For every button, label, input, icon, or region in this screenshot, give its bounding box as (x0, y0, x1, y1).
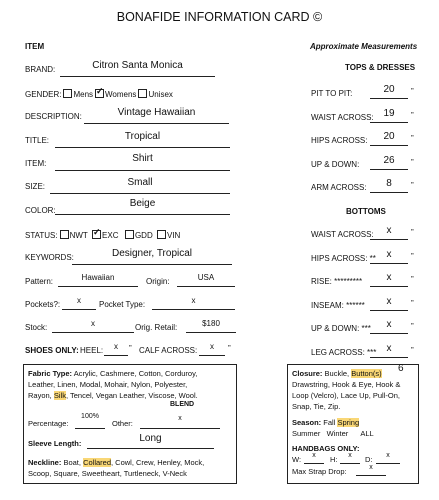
heel-value[interactable]: x (114, 342, 118, 351)
status-gdd-checkbox[interactable] (125, 230, 134, 239)
bottoms-measurement-inch-mark: ” (411, 298, 414, 308)
other-line (140, 428, 220, 429)
percentage-line (75, 428, 105, 429)
gender-womens-checkbox[interactable] (95, 89, 104, 98)
bottoms-measurement-line (370, 333, 408, 334)
bottoms-measurement-value[interactable]: x (386, 319, 392, 330)
tops-measurement-inch-mark: ” (411, 134, 414, 143)
tops-measurement-inch-mark: ” (411, 110, 414, 120)
fabric-line-1-text: Acrylic, Cashmere, Cotton, Corduroy, (73, 369, 198, 378)
w-line (304, 463, 324, 464)
season-line-1 (292, 418, 359, 428)
sleeve-line (87, 448, 214, 449)
bottoms-measurement-value[interactable]: x (386, 295, 392, 307)
status-row (25, 230, 180, 240)
neckline-line-2: Scoop, Square, Sweetheart, Turtleneck, V-Neck (28, 469, 187, 478)
shoes-only-label: SHOES ONLY: (25, 346, 79, 355)
item-value[interactable]: Shirt (132, 153, 153, 164)
title-value[interactable]: Tropical (124, 131, 161, 142)
brand-value[interactable]: Citron Santa Monica (92, 60, 183, 71)
bottoms-heading: BOTTOMS (346, 207, 386, 216)
closure-label: Closure: (292, 369, 323, 378)
bottoms-measurement-line (370, 286, 408, 287)
size-line (50, 193, 230, 194)
bottoms-measurement-inch-mark: ” (411, 228, 414, 237)
d-value[interactable]: x (386, 452, 390, 459)
fabric-line-3a: Rayon, (28, 391, 52, 400)
gender-unisex-checkbox[interactable] (138, 89, 147, 98)
bottoms-measurement-label: INSEAM: ****** (311, 300, 365, 310)
neckline-label: Neckline: (28, 458, 62, 467)
orig-retail-line (186, 332, 236, 333)
tops-measurement-inch-mark: ” (411, 157, 414, 167)
card-title: BONAFIDE INFORMATION CARD © (116, 10, 323, 24)
orig-retail-value[interactable]: $180 (202, 319, 220, 328)
bottoms-measurement-label: UP & DOWN: *** (311, 324, 371, 333)
gender-womens-label: Womens (105, 90, 137, 99)
gender-mens-checkbox[interactable] (63, 89, 72, 98)
keywords-label: KEYWORDS: (25, 253, 74, 262)
h-value[interactable]: x (348, 452, 352, 459)
status-nwt-label: NWT (69, 231, 88, 240)
item-heading: ITEM (25, 42, 45, 51)
color-label: COLOR: (25, 206, 56, 215)
bottoms-measurement-inch-mark: ” (411, 322, 414, 331)
tops-measurement-label: PIT TO PIT: (311, 89, 353, 98)
tops-measurement-line (370, 145, 408, 146)
season-line-2: Summer Winter ALL (292, 429, 374, 438)
strap-line (356, 475, 386, 476)
pockets-label: Pockets?: (25, 300, 61, 309)
calf-line (199, 355, 225, 356)
closure-buttons-highlight: Button(s) (351, 369, 382, 378)
brand-label: BRAND: (25, 65, 56, 74)
h-label: H: (330, 455, 338, 464)
other-value[interactable]: x (178, 415, 182, 422)
season-label: Season: (292, 418, 322, 427)
pockets-line (62, 309, 96, 310)
calf-label: CALF ACROSS: (139, 346, 198, 355)
w-value[interactable]: x (312, 452, 316, 459)
fabric-label: Fabric Type: (28, 369, 73, 378)
status-exc-checkbox[interactable] (92, 230, 101, 239)
tops-heading: TOPS & DRESSES (345, 63, 416, 72)
status-label: STATUS: (25, 231, 58, 240)
fabric-line-3 (28, 391, 198, 401)
pattern-line (58, 286, 138, 287)
status-exc-label: EXC (102, 231, 119, 240)
tops-measurement-label: UP & DOWN: (311, 159, 360, 169)
description-line (84, 123, 229, 124)
heel-label: HEEL: (80, 346, 104, 355)
tops-measurement-inch-mark: ” (411, 87, 414, 96)
pocket-type-label: Pocket Type: (99, 300, 146, 309)
size-label: SIZE: (25, 182, 46, 191)
strap-value[interactable]: x (369, 464, 373, 471)
tops-measurement-label: HIPS ACROSS: (311, 136, 368, 145)
tops-measurement-label: WAIST ACROSS: (311, 112, 374, 122)
bottoms-measurement-inch-mark: ” (411, 251, 414, 261)
tops-measurement-label: ARM ACROSS: (311, 183, 367, 192)
title-line (55, 147, 230, 148)
origin-label: Origin: (146, 277, 170, 286)
description-value[interactable]: Vintage Hawaiian (117, 107, 196, 118)
percentage-value[interactable]: 100% (81, 413, 99, 420)
tops-measurement-value[interactable]: 20 (383, 84, 395, 95)
bottoms-measurement-label: LEG ACROSS: *** (311, 347, 377, 357)
color-value[interactable]: Beige (129, 198, 156, 209)
heel-line (104, 355, 128, 356)
tops-measurement-line (370, 98, 408, 99)
neckline-line-1b: , Cowl, Crew, Henley, Mock, (111, 458, 205, 467)
status-vin-checkbox[interactable] (157, 230, 166, 239)
color-line (55, 214, 230, 215)
item-line (55, 170, 230, 171)
tops-measurement-line (370, 169, 408, 170)
stock-line (52, 332, 134, 333)
strap-label: Max Strap Drop: (292, 467, 347, 476)
tops-measurement-value[interactable]: 26 (383, 154, 395, 166)
tops-measurement-value[interactable]: 8 (386, 178, 392, 189)
origin-value[interactable]: USA (197, 273, 215, 282)
fabric-line-3b: , Tencel, Vegan Leather, Viscose, Wool. (65, 391, 198, 400)
bottoms-measurement-line (370, 263, 408, 264)
orig-retail-label: Orig. Retail: (135, 323, 178, 332)
pocket-type-line (152, 309, 235, 310)
stock-value[interactable]: x (91, 319, 95, 328)
season-spring-highlight: Spring (337, 418, 360, 427)
pattern-value[interactable]: Hawaiian (81, 273, 115, 282)
pocket-type-value[interactable]: x (191, 296, 196, 305)
blend-label: BLEND (170, 401, 195, 408)
bottoms-measurement-inch-mark: ” (411, 275, 414, 284)
bottoms-measurement-value[interactable]: x (386, 342, 392, 354)
tops-measurement-line (370, 192, 408, 193)
pattern-label: Pattern: (25, 277, 54, 286)
origin-line (177, 286, 235, 287)
gender-mens-label: Mens (73, 90, 94, 99)
percentage-label: Percentage: (28, 419, 69, 428)
bottoms-measurement-value[interactable]: x (386, 225, 392, 236)
gender-label: GENDER: (25, 90, 62, 99)
heel-inch: ” (129, 344, 132, 353)
d-label: D: (365, 455, 373, 464)
measurements-heading: Approximate Measurements (310, 42, 418, 51)
season-fall: Fall (323, 418, 336, 427)
neckline-line-1 (28, 458, 204, 468)
neckline-line-1a: Boat, (63, 458, 81, 467)
status-gdd-label: GDD (134, 231, 153, 240)
bottoms-measurement-label: RISE: ********* (311, 277, 363, 286)
tops-measurement-value[interactable]: 20 (383, 131, 395, 142)
bottoms-measurement-inch-mark: ” (411, 345, 414, 355)
closure-line-3: Loop (Velcro), Lace Up, Pull-On, (292, 391, 400, 400)
keywords-value[interactable]: Designer, Tropical (111, 248, 193, 259)
closure-count: 6 (398, 363, 404, 374)
closure-line-2: Drawstring, Hook & Eye, Hook & (292, 380, 401, 389)
bottoms-measurement-value[interactable]: x (386, 272, 392, 283)
bottoms-measurement-value[interactable]: x (386, 248, 392, 260)
bottoms-measurement-line (370, 357, 408, 358)
tops-measurement-inch-mark: ” (411, 181, 414, 190)
w-label: W: (292, 455, 302, 464)
keywords-line (72, 264, 232, 265)
bottoms-measurement-label: HIPS ACROSS: ** (311, 253, 376, 263)
fabric-line-1 (28, 369, 197, 379)
brand-line (60, 76, 215, 77)
fabric-silk-highlight: Silk (53, 391, 66, 400)
closure-line-1a: Buckle, (324, 369, 350, 378)
item-label: ITEM: (25, 159, 47, 168)
fabric-line-2: Leather, Linen, Modal, Mohair, Nylon, Polyester, (28, 380, 188, 389)
status-nwt-checkbox[interactable] (60, 230, 69, 239)
calf-value[interactable]: x (210, 342, 214, 351)
handbags-label: HANDBAGS ONLY: (292, 444, 360, 453)
tops-measurement-line (370, 122, 408, 123)
gender-unisex-label: Unisex (148, 90, 173, 99)
bottoms-measurement-line (370, 310, 408, 311)
bottoms-measurement-line (370, 239, 408, 240)
sleeve-label: Sleeve Length: (28, 439, 82, 448)
pockets-value[interactable]: x (77, 296, 81, 305)
status-vin-label: VIN (166, 231, 181, 240)
gender-row (25, 89, 173, 99)
bottoms-measurement-label: WAIST ACROSS: (311, 230, 374, 239)
closure-line-1 (292, 369, 382, 379)
closure-line-4: Snap, Tie, Zip. (292, 402, 341, 411)
description-label: DESCRIPTION: (25, 112, 82, 121)
size-value[interactable]: Small (127, 177, 153, 188)
other-label: Other: (112, 419, 133, 428)
sleeve-value[interactable]: Long (139, 433, 162, 444)
tops-measurement-value[interactable]: 19 (383, 107, 395, 119)
title-label: TITLE: (25, 136, 50, 145)
calf-inch: ” (228, 344, 231, 353)
neckline-collared-highlight: Collared (83, 458, 111, 467)
stock-label: Stock: (25, 323, 48, 332)
